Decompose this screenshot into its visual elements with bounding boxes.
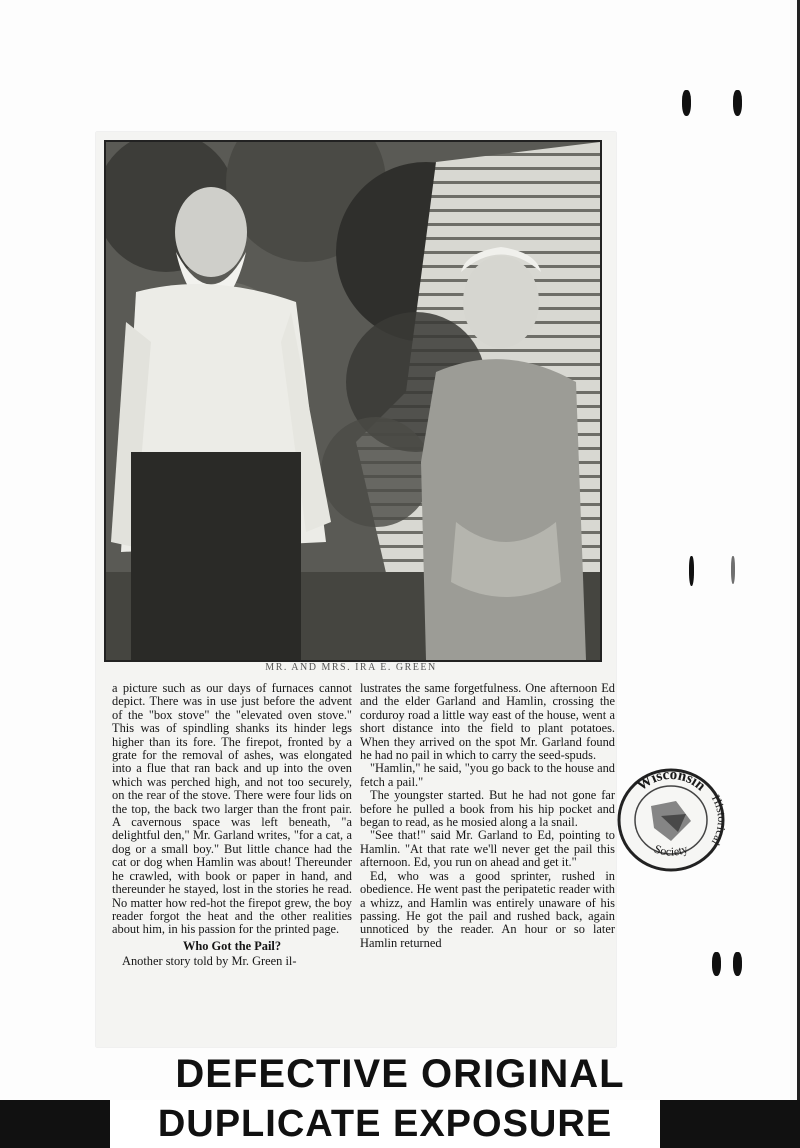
article-paragraph: "See that!" said Mr. Garland to Ed, pointing to Hamlin. "At that rate we'll never get the pail this afternoon. Ed, you run on ahead and get it." xyxy=(360,828,615,870)
margin-mark xyxy=(712,952,721,976)
margin-mark xyxy=(682,90,691,116)
svg-text:Society: Society xyxy=(652,841,690,859)
article-paragraph: "Hamlin," he said, "you go back to the house and fetch a pail." xyxy=(360,761,615,789)
margin-mark xyxy=(733,952,742,976)
duplicate-exposure-label: DUPLICATE EXPOSURE xyxy=(110,1100,660,1148)
historical-society-stamp xyxy=(616,766,726,874)
article-paragraph: The youngster started. But he had not gone far before he pulled a book from his hip pocket and began to read, as he mosied along a la snail. xyxy=(360,788,615,830)
defective-original-label: DEFECTIVE ORIGINAL xyxy=(175,1052,625,1096)
article-paragraph: Ed, who was a good sprinter, rushed in obedience. He went past the peripatetic reader with a whizz, and Hamlin was entirely unaware of his passing. He got the pail and rushed back, again unnoticed by the reader. An hour or so later Hamlin returned xyxy=(360,868,615,950)
article-column-left xyxy=(112,682,352,969)
article-column-right xyxy=(360,682,615,950)
margin-mark xyxy=(689,556,694,586)
article-subhead: Who Got the Pail? xyxy=(182,938,282,953)
article-paragraph: a picture such as our days of furnaces cannot depict. There was in use just before the advent of the "box stove" the "elevated oven stove." This was of spindling shanks its hinder legs higher than its fore. The firepot, fronted by a grate for the removal of ashes, was elongated into a flue that ran back and up into the oven which was perched high, and not too securely, on the rear of the stove. There were four lids on the top, the back two larger than the front pair. A cavernous space was left beneath, "a delightful den," Mr. Garland writes, "for a cat, a dog or a small boy." But little chance had the cat or dog when Hamlin was about! Thereunder he crawled, with book or paper in hand, and thereunder he stayed, lost in the stories he read. No matter how red-hot the firepot grew, the boy reader forgot the heat and the other realities about him, in his passion for the printed page. xyxy=(112,681,352,937)
stamp-seal xyxy=(616,766,726,874)
margin-mark xyxy=(733,90,742,116)
article-paragraph: lustrates the same forgetfulness. One afternoon Ed and the elder Garland and Hamlin, crossing the corduroy road a little way east of the house, went a short distance into the field to plant potatoes. When they arrived on the spot Mr. Garland found he had no pail in which to carry the seed-spuds. xyxy=(360,681,615,763)
photo-illustration xyxy=(106,142,600,660)
svg-text:Wisconsin: Wisconsin xyxy=(634,766,709,795)
margin-mark xyxy=(731,556,735,584)
photo-caption: MR. AND MRS. IRA E. GREEN xyxy=(265,662,437,673)
article-paragraph: Another story told by Mr. Green il- xyxy=(122,954,297,969)
portrait-photo xyxy=(104,140,602,662)
svg-text:Historical: Hi cal xyxy=(708,792,726,849)
